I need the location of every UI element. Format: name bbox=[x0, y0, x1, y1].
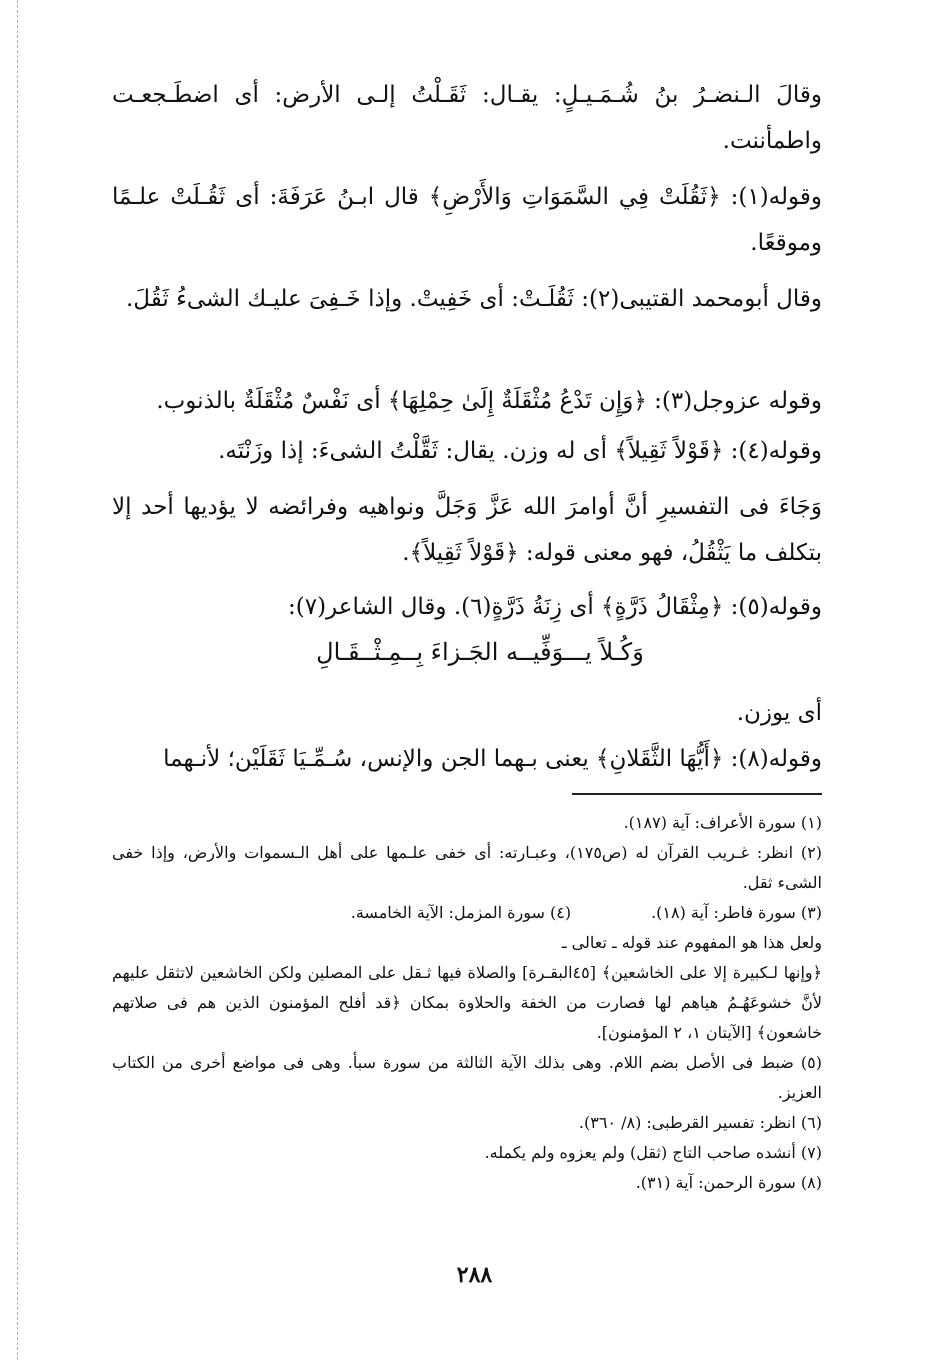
page-number: ٢٨٨ bbox=[456, 1262, 493, 1288]
footnote-separator bbox=[572, 793, 822, 795]
paragraph-1 bbox=[112, 72, 822, 164]
paragraph-text: وقوله(١): ﴿ثَقُلَتْ فِي السَّمَوَاتِ وَالأَرْضِ﴾ قال ابـنُ عَرَفَةَ: أى ثَقُـلَتْ علـمًا وموقعًا. bbox=[112, 184, 822, 256]
footnote-3: (٣) سورة فاطر: آية (١٨). bbox=[651, 903, 822, 922]
footnote-4-continuation: ولعل هذا هو المفهوم عند قوله ـ تعالى ـ bbox=[561, 933, 822, 952]
footnote-2: (٢) انظر: غـريب القرآن له (ص١٧٥)، وعبـارته: أى خفى علـمها على أهل الـسموات والأرض، وإذا خفى الشىء ثقل. bbox=[112, 843, 823, 892]
footnote-4: (٤) سورة المزمل: الآية الخامسة. bbox=[350, 903, 572, 922]
footnote-pair-3-4 bbox=[112, 898, 822, 928]
paragraph-7 bbox=[112, 584, 822, 630]
paragraph-text: وَجَاءَ فى التفسيرِ أنَّ أوامرَ الله عَزَّ وَجَلَّ ونواهيه وفرائضه لا يؤديها أحد إلا بتكلف ما يَثْقُلُ، فهو معنى قوله: ﴿قَوْلاً ثَقِيلاً﴾. bbox=[112, 494, 822, 566]
paragraph-2 bbox=[112, 174, 822, 266]
paragraph-3 bbox=[112, 276, 822, 322]
paragraph-text: وقوله(٨): ﴿أَيُّهَا الثَّقَلانِ﴾ يعنى بـهما الجن والإنس، سُـمِّـيَا ثَقَلَيْن؛ لأنـهما bbox=[163, 746, 822, 772]
footnote-5: (٥) ضبط فى الأصل بضم اللام. وهى بذلك الآية الثالثة من سورة سبأ. وهى فى مواضع أخرى من الكتاب العزيز. bbox=[112, 1053, 822, 1102]
paragraph-text: وقالَ الـنضـرُ بنُ شُـمَـيـلٍ: يقـال: ثَقَـلْتُ إلـى الأرض: أى اضطَـجعـت واطمأننت. bbox=[112, 82, 822, 154]
paragraph-text: وقال أبومحمد القتيبى(٢): ثَقُلَـتْ: أى خَفِيتْ. وإذا خَـفِىَ عليـك الشىءُ ثَقُلَ. bbox=[126, 286, 822, 312]
footnotes bbox=[112, 808, 822, 1198]
footnote-4-quote: ﴿وإنها لـكبيرة إلا على الخاشعين﴾ [٤٥البقـرة] والصلاة فيها ثـقل على المصلين ولكن الخاشعين لاتثقل عليهم لأنَّ خشوعَهُـمُ هياهم لها فصارت من الخفة والحلاوة بمكان ﴿قد أفلح المؤمنون الذين هم فى صلاتهم خاشعون﴾ [الآيتان ١، ٢ المؤمنون]. bbox=[112, 963, 823, 1042]
paragraph-5 bbox=[112, 428, 822, 474]
paragraph-6 bbox=[112, 484, 822, 576]
paragraph-4 bbox=[112, 378, 822, 424]
paragraph-text: وقوله(٤): ﴿قَوْلاً ثَقِيلاً﴾ أى له وزن. يقال: ثَقَّلْتُ الشىءَ: إذا وزَنْتَه. bbox=[218, 438, 822, 464]
paragraph-text: وقوله(٥): ﴿مِثْقَالُ ذَرَّةٍ﴾ أى زِنَةُ ذَرَّةٍ(٦). وقال الشاعر(٧): bbox=[287, 594, 822, 620]
paragraph-8 bbox=[112, 736, 822, 782]
footnote-8: (٨) سورة الرحمن: آية (٣١). bbox=[635, 1173, 822, 1192]
footnote-1: (١) سورة الأعراف: آية (١٨٧). bbox=[623, 813, 822, 832]
scan-edge-line bbox=[17, 0, 18, 1360]
poetry-verse: وَكُـلاً يـــوَفِّيــه الجَـزاءَ بِــمِـثْــقَـالِ bbox=[316, 638, 644, 666]
footnote-6: (٦) انظر: تفسير القرطبى: (٨/ ٣٦٠). bbox=[578, 1113, 822, 1132]
footnote-7: (٧) أنشده صاحب التاج (ثقل) ولم يعزوه ولم يكمله. bbox=[484, 1143, 822, 1162]
paragraph-text: أى يوزن. bbox=[736, 700, 822, 726]
after-verse bbox=[112, 690, 822, 736]
paragraph-text: وقوله عزوجل(٣): ﴿وَإِن تَدْعُ مُثْقَلَةٌ إِلَىٰ حِمْلِهَا﴾ أى نَفْسٌ مُثْقَلَةٌ بالذنوب. bbox=[156, 388, 822, 414]
